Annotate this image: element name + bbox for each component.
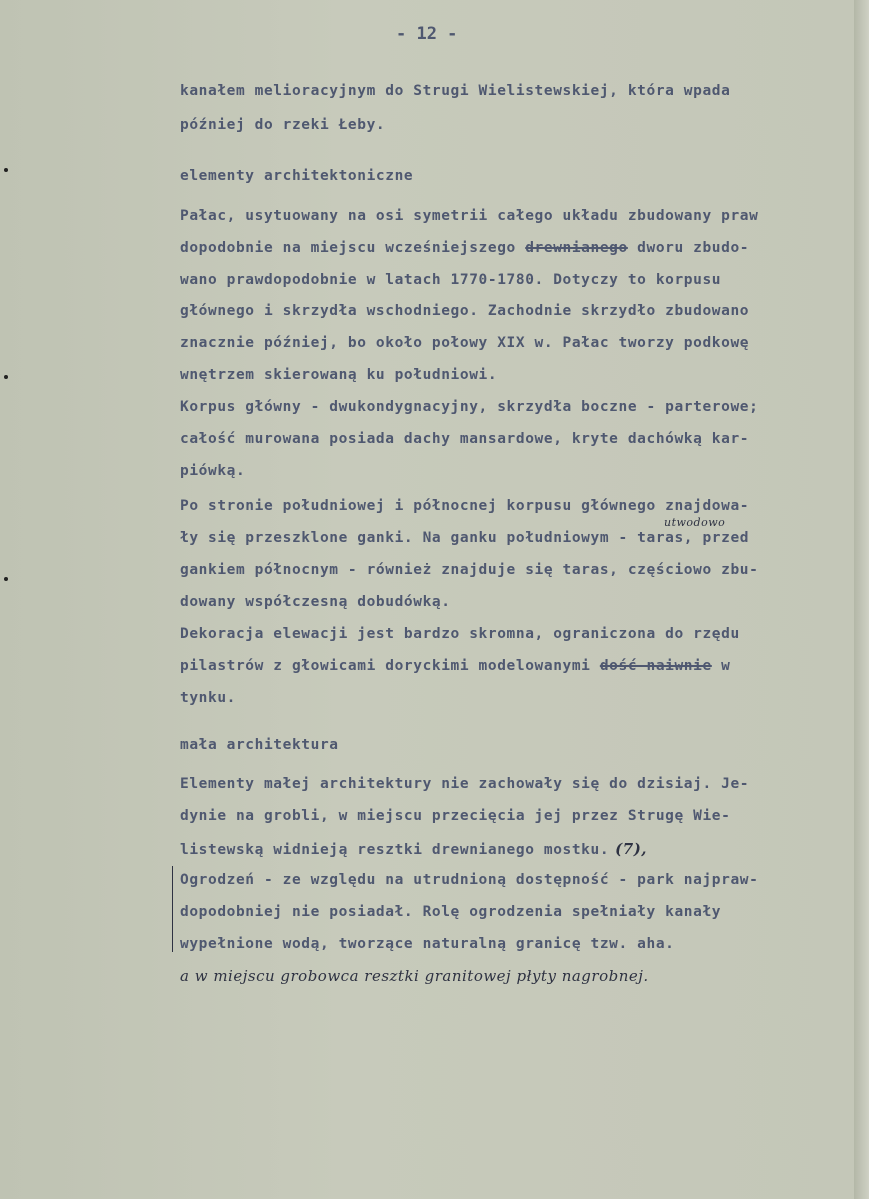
punch-mark <box>4 577 8 581</box>
text-span: listewską widnieją resztki drewnianego mostku. <box>180 842 610 858</box>
text-line: tynku. <box>180 690 236 706</box>
punch-mark <box>4 168 8 172</box>
text-line: wnętrzem skierowaną ku południowi. <box>180 367 498 383</box>
text-line: dopodobniej nie posiadał. Rolę ogrodzenia spełniały kanały <box>180 904 722 920</box>
struck-text: dość naiwnie <box>599 658 712 674</box>
section-heading: elementy architektoniczne <box>180 168 414 184</box>
text-line: kanałem melioracyjnym do Strugi Wielistewskiej, która wpada <box>180 83 731 99</box>
text-line: Elementy małej architektury nie zachowały się do dzisiaj. Je- <box>180 776 750 792</box>
handwritten-note: (7), <box>615 840 648 858</box>
text-span: dopodobnie na miejscu wcześniejszego <box>180 240 526 256</box>
text-span: pilastrów z głowicami doryckimi modelowanymi <box>180 658 600 674</box>
text-line: całość murowana posiada dachy mansardowe, kryte dachówką kar- <box>180 431 750 447</box>
handwritten-insert: utwodowo <box>664 516 726 529</box>
page-fold-edge <box>854 0 869 1199</box>
struck-text: drewnianego <box>525 240 628 256</box>
handwritten-line: a w miejscu grobowca resztki granitowej płyty nagrobnej. <box>180 967 649 985</box>
insert-bracket <box>172 866 179 952</box>
text-line: Po stronie południowej i północnej korpusu głównego znajdowa- <box>180 498 750 514</box>
text-line: gankiem północnym - również znajduje się taras, częściowo zbu- <box>180 562 759 578</box>
text-line <box>180 658 730 674</box>
text-line: piówką. <box>180 463 246 479</box>
text-line: wano prawdopodobnie w latach 1770-1780. Dotyczy to korpusu <box>180 272 722 288</box>
text-line: Pałac, usytuowany na osi symetrii całego układu zbudowany praw <box>180 208 759 224</box>
punch-mark <box>4 375 8 379</box>
text-line: Ogrodzeń - ze względu na utrudnioną dostępność - park najpraw- <box>180 872 759 888</box>
text-span: w <box>711 658 731 674</box>
section-heading: mała architektura <box>180 737 339 753</box>
text-span: dworu zbudo- <box>627 240 750 256</box>
text-line <box>180 840 647 858</box>
text-line: dynie na grobli, w miejscu przecięcia jej przez Strugę Wie- <box>180 808 731 824</box>
text-line: Dekoracja elewacji jest bardzo skromna, ograniczona do rzędu <box>180 626 740 642</box>
text-line: wypełnione wodą, tworzące naturalną granicę tzw. aha. <box>180 936 675 952</box>
text-line: głównego i skrzydła wschodniego. Zachodnie skrzydło zbudowano <box>180 303 750 319</box>
text-line: dowany współczesną dobudówką. <box>180 594 451 610</box>
text-line: Korpus główny - dwukondygnacyjny, skrzydła boczne - parterowe; <box>180 399 759 415</box>
text-line: ły się przeszklone ganki. Na ganku południowym - taras, przed <box>180 530 750 546</box>
page-number: - 12 - <box>396 24 458 44</box>
text-line <box>180 240 749 256</box>
text-line: znacznie później, bo około połowy XIX w. Pałac tworzy podkowę <box>180 335 750 351</box>
text-line: później do rzeki Łeby. <box>180 117 386 133</box>
